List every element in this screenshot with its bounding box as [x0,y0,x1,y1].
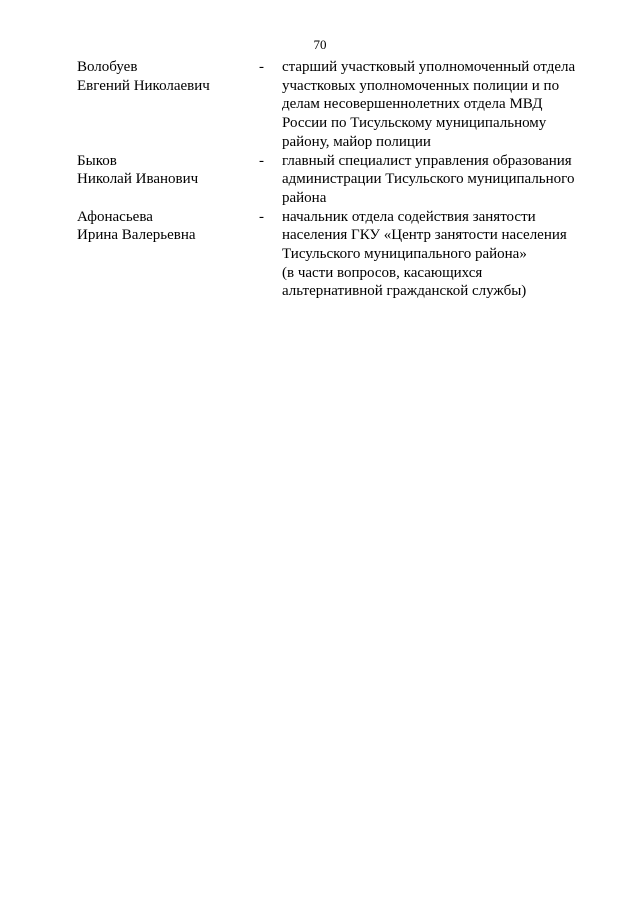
separator-dash: - [259,59,264,75]
member-surname: Быков [77,152,117,169]
member-surname: Волобуев [77,59,138,75]
position-line: (в части вопросов, касающихся [282,264,483,281]
member-entry [77,208,597,302]
separator-dash: - [259,208,264,225]
member-entry [77,58,597,152]
position-line: альтернативной гражданской службы) [282,283,527,300]
member-given-names: Евгений Николаевич [77,77,210,94]
position-line: России по Тисульскому муниципальному [282,115,547,132]
position-line: району, майор полиции [282,133,431,150]
member-given-names: Николай Иванович [77,171,199,188]
position-line: администрации Тисульского муниципального [282,171,575,188]
member-name [77,208,247,245]
position-line: Тисульского муниципального района» [282,246,527,263]
separator-dash: - [259,152,264,169]
page-number: 70 [313,37,327,52]
member-name [77,152,247,189]
position-line: главный специалист управления образования [282,152,572,169]
position-line: делам несовершеннолетних отдела МВД [282,96,543,113]
position-line: населения ГКУ «Центр занятости населения [282,227,567,244]
position-line: начальник отдела содействия занятости [282,208,536,225]
position-line: района [282,189,327,206]
member-position [282,58,587,152]
position-line: участковых уполномоченных полиции и по [282,77,560,94]
member-given-names: Ирина Валерьевна [77,227,196,244]
member-name [77,58,247,95]
member-position [282,152,587,208]
member-surname: Афонасьева [77,208,153,225]
member-position [282,208,587,302]
position-line: старший участковый уполномоченный отдела [282,59,576,75]
member-list [77,58,597,301]
member-entry [77,152,597,208]
